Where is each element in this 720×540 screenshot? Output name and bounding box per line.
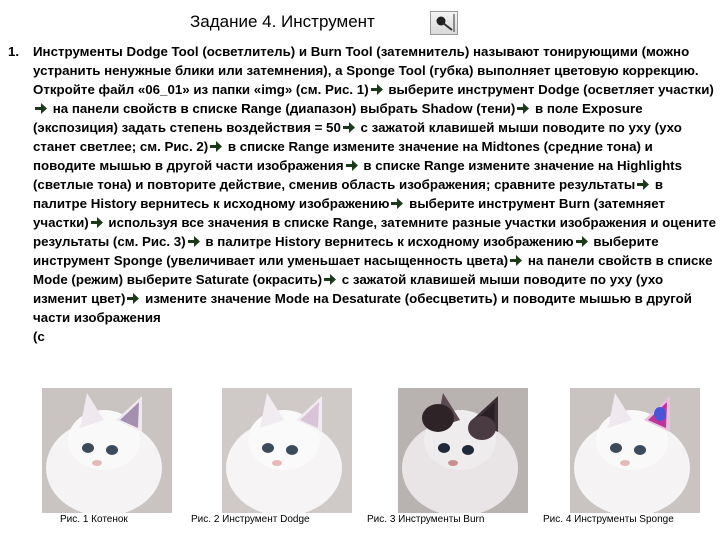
task-segment: в палитре History вернитесь к исходному изображению bbox=[205, 234, 574, 249]
arrow-icon bbox=[210, 141, 222, 152]
figure-caption: Рис. 1 Котенок bbox=[60, 514, 128, 525]
arrow-icon bbox=[35, 103, 47, 114]
page-title: Задание 4. Инструмент bbox=[190, 12, 375, 31]
arrow-icon bbox=[576, 236, 588, 247]
task-segment: с зажатой клавишей мыши поводите по уху (ухо станет светлее; см. Рис. 2) bbox=[33, 120, 682, 154]
figure-caption: Рис. 3 Инструменты Burn bbox=[367, 514, 485, 525]
arrow-icon bbox=[127, 293, 139, 304]
dodge-tool-icon bbox=[430, 11, 458, 35]
arrow-icon bbox=[91, 217, 103, 228]
figure-caption: Рис. 4 Инструменты Sponge bbox=[543, 514, 674, 525]
title-row bbox=[0, 10, 720, 36]
arrow-icon bbox=[517, 103, 529, 114]
figure-kitten-dodge bbox=[222, 388, 352, 513]
figure-kitten-sponge bbox=[570, 388, 700, 513]
arrow-icon bbox=[391, 198, 403, 209]
task-segment: выберите инструмент Burn (затемняет участки) bbox=[33, 196, 665, 230]
arrow-icon bbox=[188, 236, 200, 247]
arrow-icon bbox=[324, 274, 336, 285]
task-segment: в поле Exposure (экспозиция) задать степень воздействия = 50 bbox=[33, 101, 643, 135]
task-segment: выберите инструмент Sponge (увеличивает или уменьшает насыщенность цвета) bbox=[33, 234, 659, 268]
task-segment: используя все значения в списке Range, затемните разные участки изображения и оцените результаты (см. Рис. 3) bbox=[33, 215, 716, 249]
task-segment: (с bbox=[33, 329, 45, 344]
figure-kitten-burn bbox=[398, 388, 528, 513]
task-segment: на панели свойств в списке Range (диапазон) выбрать Shadow (тени) bbox=[52, 101, 516, 116]
arrow-icon bbox=[371, 84, 383, 95]
arrow-icon bbox=[346, 160, 358, 171]
arrow-icon bbox=[637, 179, 649, 190]
task-text bbox=[33, 42, 718, 346]
task-segment: в списке Range измените значение на Midtones (средние тона) и поводите мышью в другой части изображения bbox=[33, 139, 653, 173]
figure-caption: Рис. 2 Инструмент Dodge bbox=[191, 514, 310, 525]
task-segment: в палитре History вернитесь к исходному изображению bbox=[33, 177, 664, 211]
task-segment: на панели свойств в списке Mode (режим) выберите Saturate (окрасить) bbox=[33, 253, 713, 287]
task-segment: с зажатой клавишей мыши поводите по уху (ухо изменит цвет) bbox=[33, 272, 664, 306]
figure-kitten-original bbox=[42, 388, 172, 513]
task-segment: Инструменты Dodge Tool (осветлитель) и Burn Tool (затемнитель) называют тонирующими (можно устранить ненужные блики или затемнения), а Sponge Tool (губка) выполняет цветовую коррекцию. Откройте файл «06_01» из папки «img» (см. Рис. 1) bbox=[33, 44, 699, 97]
task-segment: в списке Range измените значение на Highlights (светлые тона) и повторите действие, сменив область изображения; сравните результаты bbox=[33, 158, 683, 192]
task-number: 1. bbox=[8, 44, 20, 59]
arrow-icon bbox=[510, 255, 522, 266]
task-segment: измените значение Mode на Desaturate (обесцветить) и поводите мышью в другой части изображения bbox=[33, 291, 692, 325]
arrow-icon bbox=[343, 122, 355, 133]
task-segment: выберите инструмент Dodge (осветляет участки) bbox=[388, 82, 714, 97]
